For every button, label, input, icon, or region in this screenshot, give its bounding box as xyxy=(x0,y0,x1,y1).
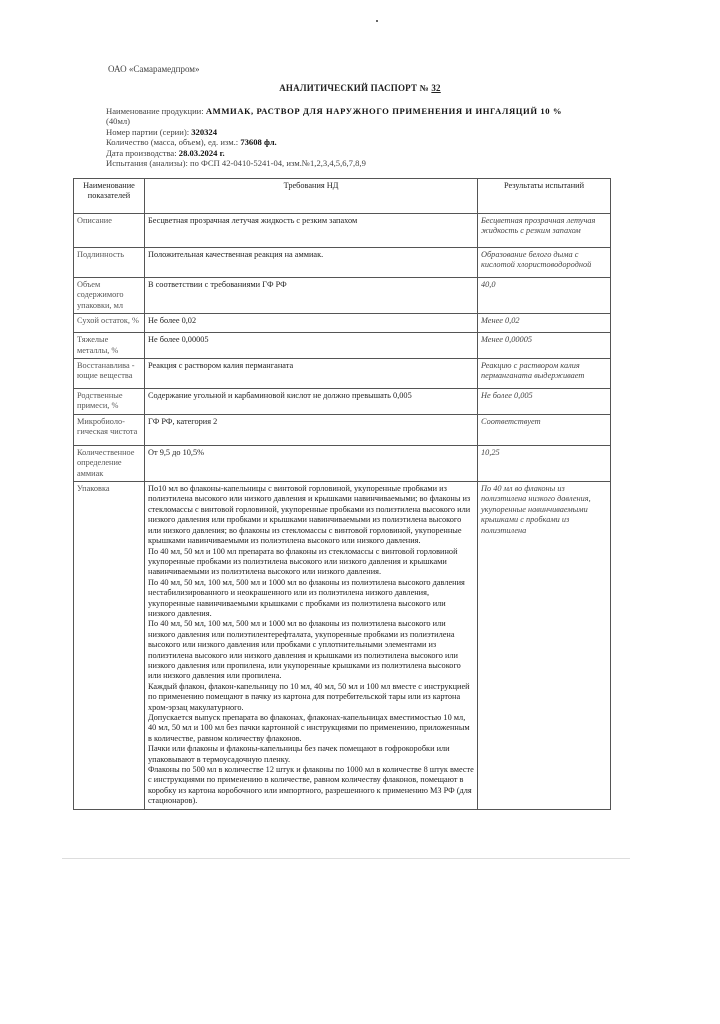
row-result: Менее 0,02 xyxy=(478,314,611,333)
table-row xyxy=(74,445,611,481)
analysis-table xyxy=(73,178,611,810)
product-info xyxy=(106,106,618,168)
row-result: Образование белого дыма с кислотой хлористоводородной xyxy=(478,248,611,278)
row-result: Соответствует xyxy=(478,414,611,445)
row-requirement: Положительная качественная реакция на аммиак. xyxy=(145,248,478,278)
row-requirement: Не более 0,00005 xyxy=(145,333,478,359)
quantity-line xyxy=(106,137,618,147)
table-row xyxy=(74,359,611,389)
packaging-result: По 40 мл во флаконы из полиэтилена низкого давления, укупоренные навинчиваемыми крышками с пробками из полиэтилена xyxy=(478,482,611,810)
row-indicator: Упаковка xyxy=(74,482,145,810)
row-indicator: Микробиоло-гическая чистота xyxy=(74,414,145,445)
row-requirement: Бесцветная прозрачная летучая жидкость с резким запахом xyxy=(145,214,478,248)
title-prefix: АНАЛИТИЧЕСКИЙ ПАСПОРТ № xyxy=(279,83,429,93)
quantity: 73608 фл. xyxy=(240,137,277,148)
batch-number: 320324 xyxy=(191,126,218,137)
row-result: 40,0 xyxy=(478,278,611,314)
row-indicator: Описание xyxy=(74,214,145,248)
table-row xyxy=(74,314,611,333)
row-requirement: От 9,5 до 10,5% xyxy=(145,445,478,481)
packaging-paragraph: Допускается выпуск препарата во флаконах, флаконах-капельницах вместимостью 10 мл, 40 мл, 50 мл и 100 мл без пачки картонной с инструкциями по применению, приложенным в количестве, равном количеству флаконов. xyxy=(148,713,470,743)
table-row xyxy=(74,389,611,415)
header-results: Результаты испытаний xyxy=(478,179,611,214)
header-indicator: Наименование показателей xyxy=(74,179,145,214)
row-indicator: Подлинность xyxy=(74,248,145,278)
batch-line xyxy=(106,127,618,137)
table-row xyxy=(74,214,611,248)
packaging-requirements xyxy=(145,482,478,810)
organization-name: ОАО «Самарамедпром» xyxy=(108,64,200,74)
row-requirement: Реакция с раствором калия перманганата xyxy=(145,359,478,389)
row-indicator: Родственные примеси, % xyxy=(74,389,145,415)
packaging-paragraph: По 40 мл, 50 мл, 100 мл, 500 мл и 1000 мл во флаконы из полиэтилена высокого давления нестабилизированного и неокрашенного или из полиэтилена низкого давления, укупоренные навинчиваемыми крышками с пробками из полиэтилена высокого или низкого давления. xyxy=(148,577,465,618)
row-requirement: Содержание угольной и карбаминовой кислот не должно превышать 0,005 xyxy=(145,389,478,415)
label: Номер партии (серии): xyxy=(106,126,190,137)
packaging-paragraph: Каждый флакон, флакон-капельницу по 10 мл, 40 мл, 50 мл и 100 мл вместе с инструкцией по применению помещают в пачку из картона для потребительской тары или из картона хром-эрзац макулатурного. xyxy=(148,681,470,712)
row-result: Бесцветная прозрачная летучая жидкость с резким запахом xyxy=(478,214,611,248)
table-row xyxy=(74,278,611,314)
label: Количество (масса, объем), ед. изм.: xyxy=(106,137,239,148)
packaging-paragraph: Пачки или флаконы и флаконы-капельницы без пачек помещают в гофрокоробки или упаковывают в термоусадочную пленку. xyxy=(148,744,450,764)
scan-speck xyxy=(376,20,378,22)
product-name: АММИАК, РАСТВОР ДЛЯ НАРУЖНОГО ПРИМЕНЕНИЯ И ИНГАЛЯЦИЙ 10 % xyxy=(205,106,563,116)
product-pack: (40мл) xyxy=(106,116,131,127)
table-row xyxy=(74,333,611,359)
table-row xyxy=(74,248,611,278)
passport-number: 32 xyxy=(431,83,441,93)
label: Наименование продукции: xyxy=(106,106,204,116)
row-indicator: Восстанавлива - ющие вещества xyxy=(74,359,145,389)
table-row-packaging xyxy=(74,482,611,810)
row-indicator: Тяжелые металлы, % xyxy=(74,333,145,359)
row-indicator: Объем содержимого упаковки, мл xyxy=(74,278,145,314)
table-row xyxy=(74,414,611,445)
row-indicator: Сухой остаток, % xyxy=(74,314,145,333)
packaging-paragraph: По10 мл во флаконы-капельницы с винтовой горловиной, укупоренные пробками из полиэтилена высокого или низкого давления и крышками навинчиваемыми; во флаконы из стекломассы с винтовой горловиной, укупоренные пробками из полиэтилена высокого или низкого давления или пробками и крышками навинчиваемыми из полиэтилена высокого или низкого давления; во флаконы из стекломассы с винтовой горловиной, укупоренные крышками навинчиваемыми из полиэтилена высокого или низкого давления. xyxy=(148,484,471,546)
row-requirement: В соответствии с требованиями ГФ РФ xyxy=(145,278,478,314)
table-header xyxy=(74,179,611,214)
row-result: Реакцию с раствором калия перманганата выдерживает xyxy=(478,359,611,389)
row-result: Не более 0,005 xyxy=(478,389,611,415)
row-result: 10,25 xyxy=(478,445,611,481)
row-indicator: Количественное определение аммиак xyxy=(74,445,145,481)
tests-line: Испытания (анализы): по ФСП 42-0410-5241-04, изм.№1,2,3,4,5,6,7,8,9 xyxy=(106,158,366,169)
product-name-line xyxy=(106,106,618,116)
production-date: 28.03.2024 г. xyxy=(178,147,225,158)
header-requirements: Требования НД xyxy=(145,179,478,214)
packaging-paragraph: По 40 мл, 50 мл, 100 мл, 500 мл и 1000 мл во флаконы из полиэтилена высокого или низкого давления или полиэтилентерефталата, укупоренные пробками из полиэтилена высокого или низкого давления или пробками с уплотнительными элементами из полиэтилена высокого или низкого давления и крышками из полиэтилена высокого или низкого давления или пропилена, или укупоренные крышками из полиэтилена высокого или низкого давления или пропилена. xyxy=(148,619,461,681)
packaging-paragraph: Флаконы по 500 мл в количестве 12 штук и флаконы по 1000 мл в количестве 8 штук вместе с инструкциями по применению в количестве, равном количеству флаконов, помещают в коробку из картона коробочного или импортного, разрешенного к применению МЗ РФ (для стационаров). xyxy=(148,765,474,806)
row-requirement: ГФ РФ, категория 2 xyxy=(145,414,478,445)
row-result: Менее 0,00005 xyxy=(478,333,611,359)
document-title xyxy=(0,83,720,93)
row-requirement: Не более 0,02 xyxy=(145,314,478,333)
label: Дата производства: xyxy=(106,147,177,158)
packaging-paragraph: По 40 мл, 50 мл и 100 мл препарата во флаконы из стекломассы с винтовой горловиной укупоренные пробками из полиэтилена высокого или низкого давления и крышками навинчиваемыми из полиэтилена высокого или низкого давления. xyxy=(148,546,458,577)
date-line xyxy=(106,148,618,158)
divider xyxy=(62,858,630,859)
